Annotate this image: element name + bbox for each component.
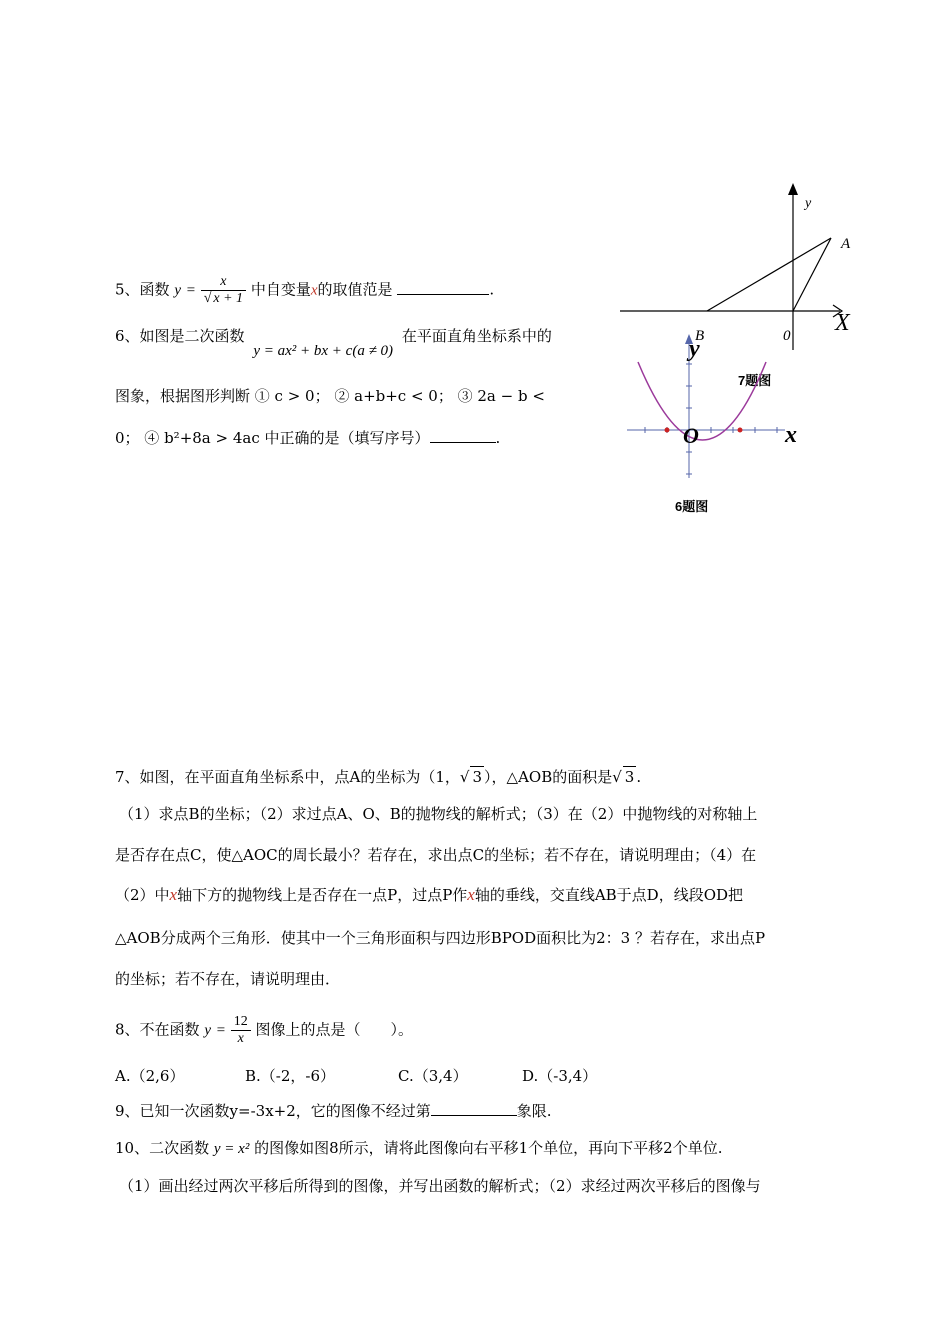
answer-blank bbox=[397, 280, 489, 295]
answer-blank bbox=[430, 428, 496, 443]
fraction-x-over-sqrt: $\frac{x}{√ x + 1}$ bbox=[201, 274, 246, 307]
question-10-line-1: 10、二次函数 y = x² 的图像如图8所示，请将此图像向右平移1个单位，再向下平移2个单位. bbox=[115, 1139, 723, 1157]
parabola-curve bbox=[638, 362, 766, 440]
formula-y-x-squared: y = x² bbox=[213, 1141, 250, 1157]
question-7-line-6: 的坐标；若不存在，请说明理由． bbox=[115, 970, 341, 988]
option-b: B.（-2，-6） bbox=[245, 1067, 336, 1085]
question-9: 9、已知一次函数y=-3x+2，它的图像不经过第 象限. bbox=[115, 1102, 552, 1120]
point-b-label: B bbox=[695, 328, 705, 344]
fraction-12-over-x: $\frac{12}{x}$ bbox=[231, 1014, 251, 1047]
question-6-line-2: 图象，根据图形判断 ① c > 0； ② a+b+c < 0； ③ 2a − b < bbox=[115, 387, 545, 405]
question-6-line-1: 6、如图是二次函数 y = ax² + bx + c(a ≠ 0) 在平面直角坐标系中的 bbox=[115, 327, 552, 359]
x-label: X bbox=[835, 310, 850, 336]
question-7-line-5: △AOB分成两个三角形．使其中一个三角形面积与四边形BPOD面积比为2：3 ？若存在，求出点P bbox=[115, 929, 766, 947]
question-7-line-3: 是否存在点C，使△AOC的周长最小？若存在，求出点C的坐标；若不存在，请说明理由；（4）在 bbox=[115, 846, 757, 864]
question-7-line-1: 7、如图，在平面直角坐标系中，点A的坐标为（1，√ 3 ），△AOB的面积是√ 3 . bbox=[115, 768, 642, 786]
figure-7-caption: 7题图 bbox=[738, 373, 772, 388]
point-a-label: A bbox=[841, 236, 851, 252]
origin-label: O bbox=[683, 423, 699, 448]
y-label: y bbox=[689, 336, 700, 362]
figure-6-parabola bbox=[625, 330, 810, 480]
quadratic-formula: y = ax² + bx + c(a ≠ 0) bbox=[253, 343, 394, 359]
figure-6-caption: 6题图 bbox=[675, 499, 709, 514]
origin-label: 0 bbox=[783, 328, 791, 344]
question-6-line-3: 0； ④ b²+8a > 4ac 中正确的是（填写序号） . bbox=[115, 429, 501, 447]
question-7-line-2: （1）求点B的坐标；（2）求过点A、O、B的抛物线的解析式；（3）在（2）中抛物线的对称轴上 bbox=[119, 805, 758, 823]
question-5: 5、函数 y = $\frac{x}{√ x + 1}$ 中自变量x的取值范是 . bbox=[115, 274, 495, 306]
x-label: x bbox=[785, 422, 797, 448]
question-8: 8、不在函数 y = $\frac{12}{x}$ 图像上的点是（ ）。 bbox=[115, 1014, 413, 1046]
root-right bbox=[738, 428, 743, 433]
y-label: y bbox=[805, 196, 812, 211]
question-10-line-2: （1）画出经过两次平移后所得到的图像，并写出函数的解析式；（2）求经过两次平移后的图像与 bbox=[119, 1177, 761, 1195]
option-c: C.（3,4） bbox=[398, 1067, 468, 1085]
option-a: A.（2,6） bbox=[115, 1067, 185, 1085]
question-7-line-4: （2）中x轴下方的抛物线上是否存在一点P，过点P作x轴的垂线，交直线AB于点D，线段OD把 bbox=[115, 885, 744, 904]
y-axis-arrow bbox=[788, 183, 798, 195]
answer-blank bbox=[431, 1101, 517, 1116]
option-d: D.（-3,4） bbox=[522, 1067, 598, 1085]
root-left bbox=[665, 428, 670, 433]
